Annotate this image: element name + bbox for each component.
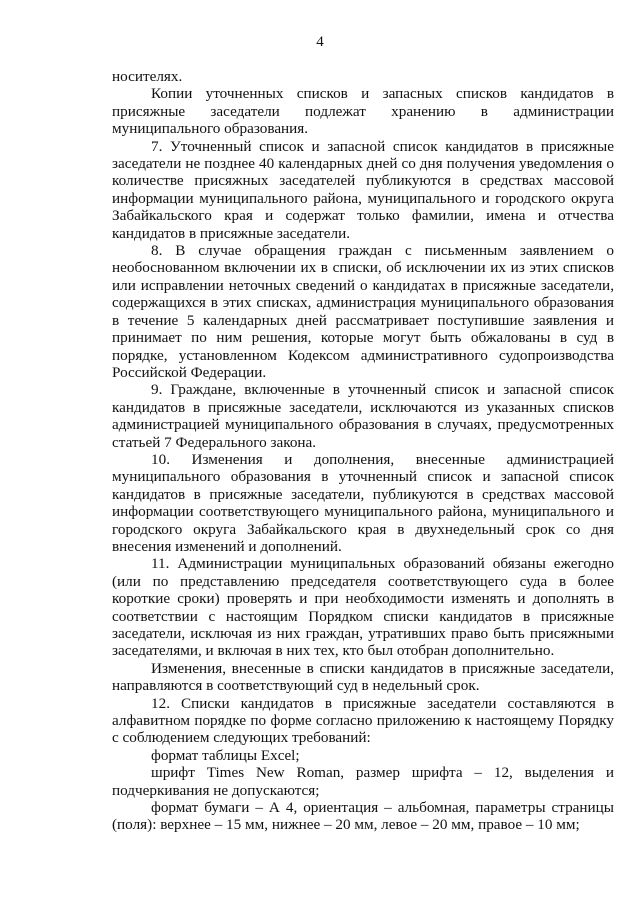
paragraph: 7. Уточненный список и запасной список кандидатов в присяжные заседатели не позднее 40 календарных дней со дня получения уведомления о количестве присяжных заседателей публикуются в средствах массовой информации муниципального района, муниципального и городского округа Забайкальского края и содержат только фамилии, имена и отчества кандидатов в присяжные заседатели. (112, 137, 614, 242)
paragraph: 10. Изменения и дополнения, внесенные администрацией муниципального образования в уточненный список и запасной список кандидатов в присяжные заседатели, публикуются в средствах массовой информации соответствующего муниципального района, муниципального и городского округа Забайкальского края в двухнедельный срок со дня внесения изменений и дополнений. (112, 450, 614, 555)
page-number: 4 (316, 34, 324, 50)
paragraph: носителях. (112, 68, 183, 85)
paragraph: формат бумаги – А 4, ориентация – альбомная, параметры страницы (поля): верхнее – 15 мм, нижнее – 20 мм, левое – 20 мм, правое – 10 мм; (112, 799, 614, 834)
paragraph: 12. Списки кандидатов в присяжные заседатели составляются в алфавитном порядке по форме согласно приложению к настоящему Порядку с соблюдением следующих требований: (112, 694, 614, 747)
paragraph: формат таблицы Excel; (151, 746, 300, 764)
document-body (112, 68, 614, 834)
paragraph: шрифт Times New Roman, размер шрифта – 12, выделения и подчеркивания не допускаются; (112, 764, 614, 799)
paragraph: Изменения, внесенные в списки кандидатов в присяжные заседатели, направляются в соответствующий суд в недельный срок. (112, 659, 614, 695)
paragraph: 11. Администрации муниципальных образований обязаны ежегодно (или по представлению председателя соответствующего суда в более короткие сроки) проверять и при необходимости изменять и дополнять в соответствии с настоящим Порядком списки кандидатов в присяжные заседатели, исключая из них граждан, утративших право быть присяжными заседателями, и включая в них тех, кто был отобран дополнительно. (112, 555, 614, 660)
paragraph: 9. Граждане, включенные в уточненный список и запасной список кандидатов в присяжные заседатели, исключаются из указанных списков администрацией муниципального образования в случаях, предусмотренных статьей 7 Федерального закона. (112, 381, 614, 451)
paragraph: Копии уточненных списков и запасных списков кандидатов в присяжные заседатели подлежат хранению в администрации муниципального образования. (112, 85, 614, 138)
paragraph: 8. В случае обращения граждан с письменным заявлением о необоснованном включении их в списки, об исключении их из этих списков или исправлении неточных сведений о кандидатах в присяжные заседатели, содержащихся в этих списках, администрация муниципального образования в течение 5 календарных дней рассматривает поступившие заявления и принимает по ним решения, которые могут быть обжалованы в суд в порядке, установленном Кодексом административного судопроизводства Российской Федерации. (112, 242, 614, 381)
